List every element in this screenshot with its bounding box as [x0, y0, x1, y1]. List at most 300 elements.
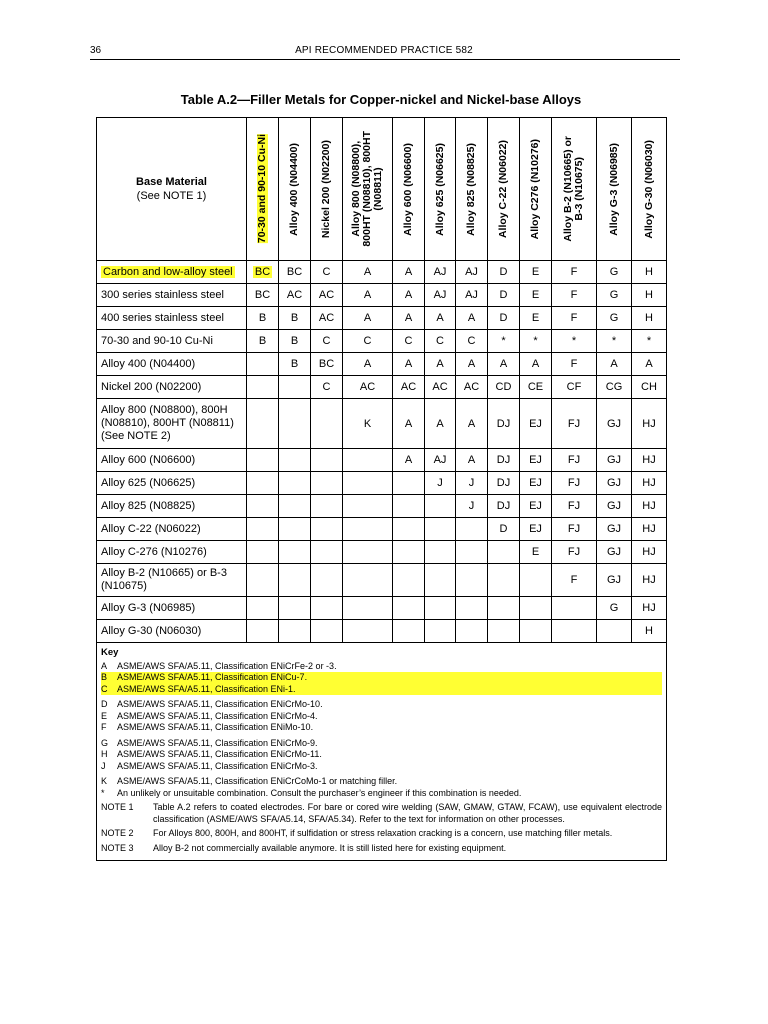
filler-cell — [597, 495, 632, 518]
filler-code: FJ — [567, 454, 581, 466]
filler-cell — [279, 399, 311, 449]
filler-code: A — [363, 266, 372, 278]
column-header-label: Nickel 200 (N02200) — [320, 139, 332, 239]
column-header-label: Alloy 400 (N04400) — [288, 142, 300, 236]
filler-cell — [247, 307, 279, 330]
note-label: NOTE 1 — [101, 802, 134, 812]
filler-cell — [632, 307, 667, 330]
filler-cell — [552, 307, 597, 330]
filler-cell — [632, 564, 667, 597]
table-row — [97, 495, 667, 518]
filler-cell — [425, 564, 456, 597]
filler-cell — [425, 495, 456, 518]
column-header-label: Alloy B-2 (N10665) or B-3 (N10675) — [562, 136, 585, 242]
table-row — [97, 399, 667, 449]
base-material-label: Alloy G-30 (N06030) — [101, 624, 202, 637]
filler-cell — [552, 620, 597, 643]
filler-cell — [425, 597, 456, 620]
filler-cell — [247, 330, 279, 353]
filler-cell — [456, 353, 488, 376]
column-header-10 — [597, 118, 632, 261]
filler-cell — [343, 449, 393, 472]
key-text: ASME/AWS SFA/A5.11, Classification ENiCrMo-4. — [117, 710, 318, 721]
filler-cell — [597, 564, 632, 597]
filler-code: A — [363, 289, 372, 301]
filler-cell — [247, 472, 279, 495]
filler-cell — [343, 353, 393, 376]
filler-cell — [632, 399, 667, 449]
filler-code: A — [467, 417, 476, 430]
filler-cell — [393, 353, 425, 376]
filler-code: AJ — [433, 454, 447, 466]
filler-cell — [279, 330, 311, 353]
filler-cell — [425, 330, 456, 353]
filler-code: AC — [359, 381, 376, 393]
base-material-cell — [97, 620, 247, 643]
filler-code: HJ — [642, 574, 656, 586]
filler-cell — [488, 353, 520, 376]
column-header-1 — [279, 118, 311, 261]
filler-cell — [393, 284, 425, 307]
filler-cell — [343, 541, 393, 564]
filler-cell — [247, 284, 279, 307]
filler-code: A — [436, 358, 444, 370]
filler-cell — [552, 353, 597, 376]
key-entry — [101, 684, 662, 696]
filler-code: AC — [432, 381, 448, 393]
filler-code: A — [404, 358, 413, 370]
filler-code: GJ — [606, 574, 622, 586]
filler-code: B — [290, 335, 299, 347]
base-material-label: Alloy B-2 (N10665) or B-3 (N10675) — [101, 567, 227, 592]
filler-cell — [311, 564, 343, 597]
filler-code: AJ — [465, 266, 478, 278]
filler-code: A — [404, 312, 413, 324]
filler-cell — [597, 330, 632, 353]
filler-cell — [393, 495, 425, 518]
filler-cell — [311, 541, 343, 564]
filler-cell — [552, 564, 597, 597]
column-header-label: Alloy C276 (N10276) — [529, 138, 541, 240]
filler-cell — [552, 330, 597, 353]
filler-cell — [343, 330, 393, 353]
table-row — [97, 518, 667, 541]
filler-cell — [279, 541, 311, 564]
filler-cell — [425, 399, 456, 449]
filler-cell — [425, 541, 456, 564]
column-header-label: Alloy 600 (N06600) — [402, 142, 414, 236]
table-row — [97, 472, 667, 495]
filler-code: DJ — [496, 454, 511, 466]
filler-cell — [343, 399, 393, 449]
filler-cell — [343, 307, 393, 330]
base-material-label: Alloy 800 (N08800), 800H (N08810), 800HT (N08811) (See NOTE 2) — [101, 404, 234, 442]
filler-cell — [520, 330, 552, 353]
base-material-cell — [97, 330, 247, 353]
filler-cell — [488, 620, 520, 643]
filler-cell — [425, 376, 456, 399]
filler-cell — [632, 541, 667, 564]
key-entry — [101, 788, 662, 800]
filler-cell — [520, 620, 552, 643]
filler-cell — [425, 261, 456, 284]
filler-code: G — [609, 289, 619, 301]
filler-cell — [425, 307, 456, 330]
key-letter: E — [101, 710, 108, 721]
filler-code: H — [645, 312, 653, 324]
filler-cell — [520, 449, 552, 472]
filler-cell — [311, 330, 343, 353]
filler-cell — [247, 261, 279, 284]
filler-cell — [552, 518, 597, 541]
filler-cell — [425, 284, 456, 307]
filler-code: FJ — [567, 523, 581, 535]
filler-code: A — [404, 454, 413, 466]
filler-cell — [597, 449, 632, 472]
filler-cell — [632, 284, 667, 307]
base-material-cell — [97, 472, 247, 495]
key-text: ASME/AWS SFA/A5.11, Classification ENiCrMo-3. — [117, 760, 318, 771]
key-section — [97, 643, 667, 861]
table-row — [97, 353, 667, 376]
key-letter: F — [101, 722, 107, 732]
column-header-label: Alloy C-22 (N06022) — [497, 139, 509, 239]
filler-code: D — [499, 289, 508, 301]
key-row — [97, 643, 667, 861]
filler-cell — [456, 518, 488, 541]
filler-cell — [343, 376, 393, 399]
filler-code: J — [468, 500, 475, 512]
table-note — [101, 802, 662, 825]
filler-code: CF — [566, 381, 582, 393]
filler-cell — [425, 620, 456, 643]
filler-cell — [456, 597, 488, 620]
filler-cell — [488, 597, 520, 620]
key-entry — [101, 749, 662, 761]
filler-code: CE — [527, 381, 544, 393]
filler-code: HJ — [642, 477, 656, 489]
filler-cell — [279, 284, 311, 307]
filler-cell — [247, 495, 279, 518]
filler-code: F — [570, 266, 578, 278]
filler-cell — [456, 284, 488, 307]
base-material-cell — [97, 564, 247, 597]
table-row — [97, 620, 667, 643]
filler-code: * — [646, 335, 652, 347]
filler-cell — [488, 541, 520, 564]
key-text: ASME/AWS SFA/A5.11, Classification ENiCrFe-2 or -3. — [117, 660, 337, 671]
filler-cell — [488, 330, 520, 353]
filler-code: E — [531, 266, 540, 278]
table-row — [97, 376, 667, 399]
filler-cell — [597, 307, 632, 330]
filler-code: EJ — [529, 454, 542, 466]
filler-code: C — [322, 381, 331, 393]
filler-cell — [393, 541, 425, 564]
key-letter: D — [101, 699, 108, 709]
filler-code: A — [404, 417, 413, 430]
filler-cell — [279, 518, 311, 541]
filler-code: C — [363, 335, 372, 347]
filler-code: GJ — [606, 523, 622, 535]
filler-code: A — [645, 358, 653, 370]
filler-cell — [343, 597, 393, 620]
filler-cell — [552, 399, 597, 449]
table-row — [97, 284, 667, 307]
filler-code: C — [404, 335, 413, 347]
filler-cell — [520, 353, 552, 376]
filler-cell — [343, 472, 393, 495]
filler-code: DJ — [496, 417, 511, 430]
filler-code: HJ — [642, 523, 656, 535]
filler-cell — [311, 307, 343, 330]
filler-code: G — [609, 266, 619, 278]
key-entry — [101, 661, 662, 673]
base-material-label: Alloy G-3 (N06985) — [101, 601, 196, 614]
base-material-label: Alloy C-276 (N10276) — [101, 545, 207, 558]
filler-cell — [311, 472, 343, 495]
table-row — [97, 564, 667, 597]
filler-code: CD — [495, 381, 512, 393]
filler-cell — [520, 495, 552, 518]
filler-code: GJ — [606, 454, 622, 466]
column-header-7 — [488, 118, 520, 261]
filler-code: J — [468, 477, 475, 489]
filler-cell — [279, 620, 311, 643]
filler-cell — [552, 376, 597, 399]
filler-code: A — [467, 454, 476, 466]
filler-cell — [311, 284, 343, 307]
filler-cell — [311, 353, 343, 376]
table-note — [101, 828, 662, 840]
filler-code: FJ — [567, 500, 581, 512]
table-row — [97, 261, 667, 284]
key-text: ASME/AWS SFA/A5.11, Classification ENiCrMo-11. — [117, 749, 322, 759]
filler-code: F — [570, 312, 578, 324]
key-letter: * — [101, 787, 105, 798]
filler-code: B — [258, 312, 267, 324]
filler-cell — [247, 353, 279, 376]
filler-cell — [520, 399, 552, 449]
column-header-9 — [552, 118, 597, 261]
filler-cell — [279, 597, 311, 620]
base-material-note: (See NOTE 1) — [136, 190, 207, 202]
filler-code: AJ — [465, 289, 478, 301]
page-number: 36 — [90, 45, 102, 56]
header-rule — [90, 59, 680, 60]
filler-metal-table-grid — [96, 117, 667, 861]
filler-code: AC — [400, 381, 417, 393]
note-label: NOTE 2 — [101, 828, 134, 838]
filler-code: CH — [641, 381, 657, 393]
column-header-label: Alloy 800 (N08800), 800HT (N08810), 800HT (N08811) — [350, 131, 384, 247]
table-header-row — [97, 118, 667, 261]
filler-code: A — [610, 358, 618, 370]
filler-cell — [597, 518, 632, 541]
filler-code: HJ — [642, 454, 656, 466]
filler-code: BC — [254, 266, 271, 278]
filler-cell — [311, 399, 343, 449]
filler-cell — [632, 472, 667, 495]
filler-cell — [456, 399, 488, 449]
filler-cell — [279, 261, 311, 284]
filler-cell — [597, 399, 632, 449]
key-text: ASME/AWS SFA/A5.11, Classification ENiCrMo-9. — [117, 737, 318, 748]
key-title: Key — [101, 647, 119, 658]
filler-cell — [552, 541, 597, 564]
base-material-cell — [97, 399, 247, 449]
key-text: ASME/AWS SFA/A5.11, Classification ENiCrCoMo-1 or matching filler. — [117, 776, 398, 786]
filler-cell — [343, 261, 393, 284]
filler-code: C — [436, 335, 444, 347]
filler-code: DJ — [496, 477, 511, 489]
filler-cell — [311, 376, 343, 399]
filler-cell — [279, 564, 311, 597]
filler-code: C — [322, 335, 331, 347]
filler-code: HJ — [642, 417, 656, 430]
base-material-cell — [97, 518, 247, 541]
filler-code: AJ — [433, 266, 447, 278]
column-header-2 — [311, 118, 343, 261]
key-letter: K — [101, 776, 108, 786]
table-note — [101, 843, 662, 855]
filler-cell — [488, 564, 520, 597]
filler-cell — [456, 541, 488, 564]
filler-cell — [343, 518, 393, 541]
filler-metal-table — [96, 117, 666, 861]
table-row — [97, 541, 667, 564]
base-material-cell — [97, 307, 247, 330]
key-text: ASME/AWS SFA/A5.11, Classification ENi-1. — [117, 684, 662, 696]
table-title: Table A.2—Filler Metals for Copper-nickel and Nickel-base Alloys — [180, 92, 582, 107]
base-material-cell — [97, 284, 247, 307]
filler-code: C — [467, 335, 476, 347]
filler-code: GJ — [606, 417, 622, 430]
filler-cell — [488, 284, 520, 307]
base-material-label: Alloy 825 (N08825) — [101, 499, 196, 512]
filler-cell — [393, 307, 425, 330]
table-body — [97, 261, 667, 643]
filler-cell — [311, 620, 343, 643]
base-material-title: Base Material — [136, 176, 207, 188]
filler-cell — [632, 597, 667, 620]
filler-cell — [632, 261, 667, 284]
note-text: Table A.2 refers to coated electrodes. For bare or cored wire welding (SAW, GMAW, GTAW, FCAW), use equivalent electrode classification (ASME/AWS SFA/A5.14, SFA/A5.34). Refer to the text for information on other processes. — [153, 802, 662, 824]
filler-cell — [552, 284, 597, 307]
key-letter: A — [101, 660, 108, 671]
filler-cell — [456, 449, 488, 472]
filler-cell — [632, 449, 667, 472]
column-header-5 — [425, 118, 456, 261]
column-header-label: Alloy 625 (N06625) — [433, 142, 446, 236]
filler-code: GJ — [606, 477, 622, 489]
column-header-11 — [632, 118, 667, 261]
filler-code: DJ — [496, 500, 511, 512]
filler-cell — [597, 597, 632, 620]
filler-cell — [456, 330, 488, 353]
key-letter: G — [101, 737, 109, 748]
note-text: For Alloys 800, 800H, and 800HT, if sulfidation or stress relaxation cracking is a concern, use matching filler metals. — [153, 828, 613, 838]
filler-cell — [597, 541, 632, 564]
base-material-cell — [97, 495, 247, 518]
filler-cell — [247, 620, 279, 643]
column-header-6 — [456, 118, 488, 261]
filler-code: A — [467, 312, 476, 324]
base-material-cell — [97, 353, 247, 376]
filler-cell — [488, 495, 520, 518]
filler-cell — [488, 449, 520, 472]
filler-code: AC — [318, 312, 335, 324]
base-material-label: 300 series stainless steel — [101, 288, 224, 301]
filler-code: K — [363, 417, 372, 430]
filler-code: A — [531, 358, 540, 370]
filler-cell — [488, 518, 520, 541]
filler-cell — [279, 449, 311, 472]
filler-cell — [552, 261, 597, 284]
base-material-cell — [97, 261, 247, 284]
filler-cell — [552, 597, 597, 620]
filler-cell — [520, 564, 552, 597]
filler-code: FJ — [567, 417, 581, 430]
filler-code: EJ — [529, 523, 542, 535]
filler-code: GJ — [606, 546, 622, 558]
filler-cell — [393, 518, 425, 541]
filler-cell — [393, 472, 425, 495]
filler-cell — [393, 399, 425, 449]
column-header-0 — [247, 118, 279, 261]
filler-code: A — [363, 312, 372, 324]
table-row — [97, 449, 667, 472]
key-letter: J — [101, 760, 106, 771]
key-entry — [101, 761, 662, 773]
base-material-header — [97, 118, 247, 261]
key-text: ASME/AWS SFA/A5.11, Classification ENiCu-7. — [117, 672, 662, 684]
filler-cell — [247, 541, 279, 564]
running-header: API RECOMMENDED PRACTICE 582 — [295, 45, 473, 56]
column-header-4 — [393, 118, 425, 261]
filler-cell — [247, 597, 279, 620]
filler-cell — [597, 261, 632, 284]
key-entry — [101, 776, 662, 788]
base-material-cell — [97, 597, 247, 620]
filler-cell — [456, 307, 488, 330]
filler-cell — [279, 376, 311, 399]
filler-cell — [520, 518, 552, 541]
filler-cell — [247, 399, 279, 449]
filler-cell — [247, 518, 279, 541]
filler-cell — [343, 564, 393, 597]
filler-cell — [552, 472, 597, 495]
filler-code: D — [499, 266, 508, 278]
filler-cell — [393, 449, 425, 472]
filler-cell — [311, 495, 343, 518]
filler-cell — [456, 472, 488, 495]
key-entry — [101, 672, 662, 684]
filler-code: G — [609, 602, 619, 614]
filler-code: A — [404, 289, 413, 301]
filler-cell — [632, 620, 667, 643]
filler-code: * — [533, 335, 538, 347]
filler-cell — [597, 376, 632, 399]
filler-cell — [456, 564, 488, 597]
filler-code: EJ — [529, 477, 542, 489]
filler-code: GJ — [606, 500, 622, 512]
filler-cell — [425, 472, 456, 495]
filler-cell — [520, 472, 552, 495]
base-material-label: Alloy C-22 (N06022) — [101, 522, 201, 535]
key-letter: B — [101, 672, 117, 684]
filler-code: CG — [605, 381, 623, 393]
